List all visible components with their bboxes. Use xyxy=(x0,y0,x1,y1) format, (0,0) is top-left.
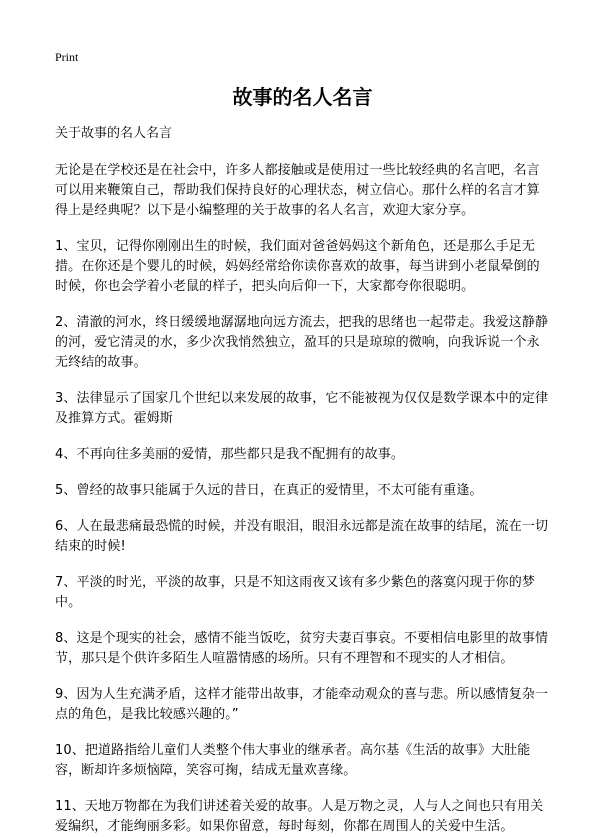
article-subtitle: 关于故事的名人名言 xyxy=(55,126,173,141)
quote-5: 5、曾经的故事只能属于久远的昔日，在真正的爱情里，不太可能有重逢。 xyxy=(55,483,483,498)
quote-10: 10、把道路指给儿童们人类整个伟大事业的继承者。高尔基《生活的故事》大肚能容，断却许多烦恼障，笑容可掬，结成无量欢喜缘。 xyxy=(55,743,531,778)
quote-1: 1、宝贝，记得你刚刚出生的时候，我们面对爸爸妈妈这个新角色，还是那么手足无措。在你还是个婴儿的时候，妈妈经常给你读你喜欢的故事，每当讲到小老鼠晕倒的时候，你也会学着小老鼠的样子，把头向后仰一下，大家都夸你很聪明。 xyxy=(55,239,540,294)
quote-8: 8、这是个现实的社会，感情不能当饭吃，贫穷夫妻百事哀。不要相信电影里的故事情节，那只是个供许多陌生人喧嚣情感的场所。只有不理智和不现实的人才相信。 xyxy=(55,631,549,666)
print-link[interactable]: Print xyxy=(55,50,79,64)
quote-4: 4、不再向往多美丽的爱情，那些都只是我不配拥有的故事。 xyxy=(55,447,404,462)
quote-6: 6、人在最悲痛最恐慌的时候，并没有眼泪，眼泪永远都是流在故事的结尾，流在一切结束的时候! xyxy=(55,519,549,554)
quote-11: 11、天地万物都在为我们讲述着关爱的故事。人是万物之灵，人与人之间也只有用关爱编织，才能绚丽多彩。如果你留意，每时每刻，你都在周围人的关爱中生活。 xyxy=(55,799,544,834)
quote-2: 2、清澈的河水，终日缓缓地潺潺地向远方流去，把我的思绪也一起带走。我爱这静静的河，爱它清灵的水，多少次我悄然独立，盈耳的只是琼琼的微响，向我诉说一个永无终结的故事。 xyxy=(55,315,549,370)
quote-9: 9、因为人生充满矛盾，这样才能带出故事，才能牵动观众的喜与悲。所以感情复杂一点的角色，是我比较感兴趣的。” xyxy=(55,687,549,722)
quote-3: 3、法律显示了国家几个世纪以来发展的故事，它不能被视为仅仅是数学课本中的定律及推算方式。霍姆斯 xyxy=(55,391,549,426)
page-title: 故事的名人名言 xyxy=(232,85,373,109)
quote-7: 7、平淡的时光，平淡的故事，只是不知这雨夜又该有多少紫色的落寞闪现于你的梦中。 xyxy=(55,575,535,610)
intro-paragraph: 无论是在学校还是在社会中，许多人都接触或是使用过一些比较经典的名言吧，名言可以用来鞭策自己，帮助我们保持良好的心理状态，树立信心。那什么样的名言才算得上是经典呢？以下是小编整理的关于故事的名人名言，欢迎大家分享。 xyxy=(55,163,540,218)
